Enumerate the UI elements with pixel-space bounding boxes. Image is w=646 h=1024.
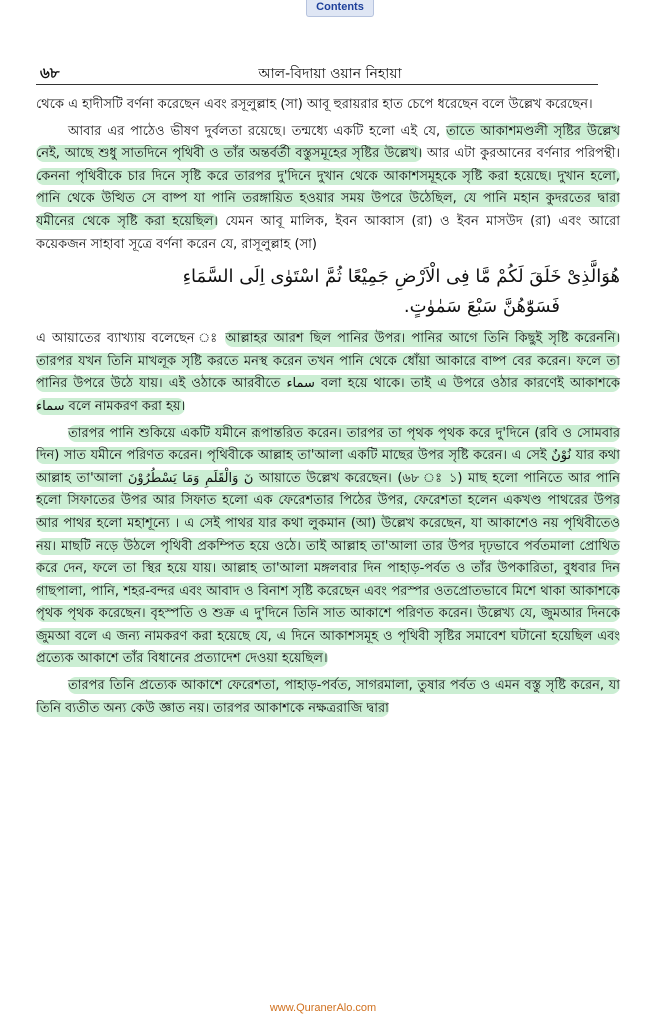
arabic-word-sama-1: سماء xyxy=(286,376,315,392)
paragraph-2 xyxy=(36,121,620,257)
paragraph-3 xyxy=(36,328,620,418)
arabic-word-nun: نُوْنٌ xyxy=(551,448,572,464)
paragraph-4-rest: আয়াতে উল্লেখ করেছেন। (৬৮ ঃ ১) মাছ হলো পানিতে আর পানি হলো সিফাতের উপর আর সিফাত হলো এক ফেরেশতার পিঠের উপর, ফেরেশতা হলেন একখণ্ড পাথরের উপর আর পাথর হলো মহাশূন্যে । এ সেই পাথর যার কথা লুকমান (আ) উল্লেখ করেছেন, যা আকাশেও নয় পৃথিবীতেও নয়। মাছটি নড়ে উঠলে পৃথিবী প্রকম্পিত হয়ে ওঠে। তাই আল্লাহ তা'আলা তার উপর দৃঢ়ভাবে পর্বতমালা প্রোথিত করে দেন, ফলে তা স্থির হয়ে যায়। আল্লাহ তা'আলা মঙ্গলবার দিন পাহাড়-পর্বত ও তাঁর উপকারিতা, বুধবার দিন গাছপালা, পানি, শহর-বন্দর এবং আবাদ ও বিনাশ সৃষ্টি করেছেন এবং পরস্পর ওতপ্রোতভাবে মিশে থাকা আকাশকে পৃথক পৃথক করেছেন। বৃহস্পতি ও শুক্র এ দু'দিনে তিনি সাত আকাশে পরিণত করেন। উল্লেখ্য যে, জুমআর দিনকে জুমআ বলে এ জন্য নামকরণ করা হয়েছে যে, এ দিনে আকাশসমূহ ও পৃথিবী সৃষ্টির সমাবেশ ঘটানো হয়েছিল এবং প্রত্যেক আকাশে তাঁর বিধানের প্রত্যাদেশ দেওয়া হয়েছিল। xyxy=(36,470,621,667)
running-title: আল-বিদায়া ওয়ান নিহায়া xyxy=(258,66,402,82)
paragraph-2-narration: যেমন আবূ মালিক, ইবন আব্বাস (রা) ও ইবন মাসউদ (রা) এবং আরো কয়েকজন সাহাবা সূত্রে বর্ণনা করেন যে, রাসূলুল্লাহ (সা) xyxy=(36,213,620,252)
quran-verse-line-2: فَسَوّٰهُنَّ سَبْعَ سَمٰوٰتٍ. xyxy=(403,296,560,318)
paragraph-4-mid: যার কথা আল্লাহ তা'আলা xyxy=(36,448,620,486)
contents-button[interactable]: Contents xyxy=(306,0,374,17)
quran-verse-line-1: هُوَالَّذِىْ خَلَقَ لَكُمْ مَّا فِى الْاَرْضِ جَمِيْعًا ثُمَّ اسْتَوٰى اِلَى السَّمَاءِ xyxy=(182,266,620,288)
arabic-word-sama-2: سماء xyxy=(36,398,65,414)
highlight-angels-creation: তারপর তিনি প্রত্যেক আকাশে ফেরেশতা, পাহাড়-পর্বত, সাগরমালা, তুষার পর্বত ও এমন বস্তু সৃষ্টি করেন, যা তিনি ব্যতীত অন্য কেউ জ্ঞাত নয়। তারপর আকাশকে নক্ষত্ররাজি দ্বারা xyxy=(36,678,620,716)
arabic-verse-qalam: نٓ وَالْقَلَمِ وَمَا يَسْطُرُوْنَ xyxy=(127,470,254,486)
highlight-dukhan-explanation: কেননা পৃথিবীকে চার দিনে সৃষ্টি করে তারপর দু'দিনে দুখান থেকে আকাশসমূহকে সৃষ্টি করা হয়েছে। দুখান হলো, পানি থেকে উত্থিত সে বাষ্প যা পানি তরঙ্গায়িত হওয়ার সময় উপরে উঠেছিল, যে পানি মহান কুদরতের দ্বারা যমীনের থেকে সৃষ্টি করা হয়েছিল। xyxy=(36,168,620,229)
paragraph-2-intro: আবার এর পাঠেও ভীষণ দুর্বলতা রয়েছে। তন্মধ্যে একটি হলো এই যে, xyxy=(68,123,446,139)
page-number: ৬৮ xyxy=(40,64,60,82)
paragraph-3-intro: এ আয়াতের ব্যাখ্যায় বলেছেন ঃ xyxy=(36,331,226,347)
highlight-creation-account xyxy=(36,425,620,668)
paragraph-3-mid: বলা হয়ে থাকে। তাই এ উপরে ওঠার কারণেই আকাশকে xyxy=(314,376,620,392)
website-link[interactable]: www.QuranerAlo.com xyxy=(269,1002,377,1014)
paragraph-3-end: বলে নামকরণ করা হয়। xyxy=(64,398,186,414)
paragraph-5 xyxy=(36,675,620,720)
paragraph-4-start: তারপর পানি শুকিয়ে একটি যমীনে রূপান্তরিত করেন। তারপর তা পৃথক পৃথক করে দু'দিনে (রবি ও সোমবার দিন) সাত যমীনে পরিণত করেন। পৃথিবীকে আল্লাহ তা'আলা একটি মাছের উপর সৃষ্টি করেন। এ সেই xyxy=(36,425,620,464)
paragraph-3-main: আল্লাহর আরশ ছিল পানির উপর। পানির আগে তিনি কিছুই সৃষ্টি করেননি। তারপর যখন তিনি মাখলূক সৃষ্টি করতে মনস্থ করেন তখন পানি থেকে ধোঁয়া আকারে বাষ্প বের করেন। ফলে তা পানির উপরে উঠে যায়। এই ওঠাকে আরবীতে xyxy=(36,331,620,392)
header-rule xyxy=(36,84,598,85)
highlight-heavens-mention: তাতে আকাশমণ্ডলী সৃষ্টির উল্লেখ নেই, আছে শুধু সাতদিনে পৃথিবী ও তাঁর অন্তর্বর্তী বস্তুসমূহের সৃষ্টির উল্লেখ। xyxy=(36,123,621,162)
paragraph-2-contradiction: আর এটা কুরআনের বর্ণনার পরিপন্থী। xyxy=(422,146,620,162)
paragraph-1: থেকে এ হাদীসটি বর্ণনা করেছেন এবং রসূলুল্লাহ (সা) আবূ হুরায়রার হাত চেপে ধরেছেন বলে উল্লেখ করেছেন। xyxy=(36,97,593,112)
paragraph-4 xyxy=(36,423,620,672)
page-body xyxy=(36,94,620,720)
quran-verse xyxy=(36,262,620,322)
